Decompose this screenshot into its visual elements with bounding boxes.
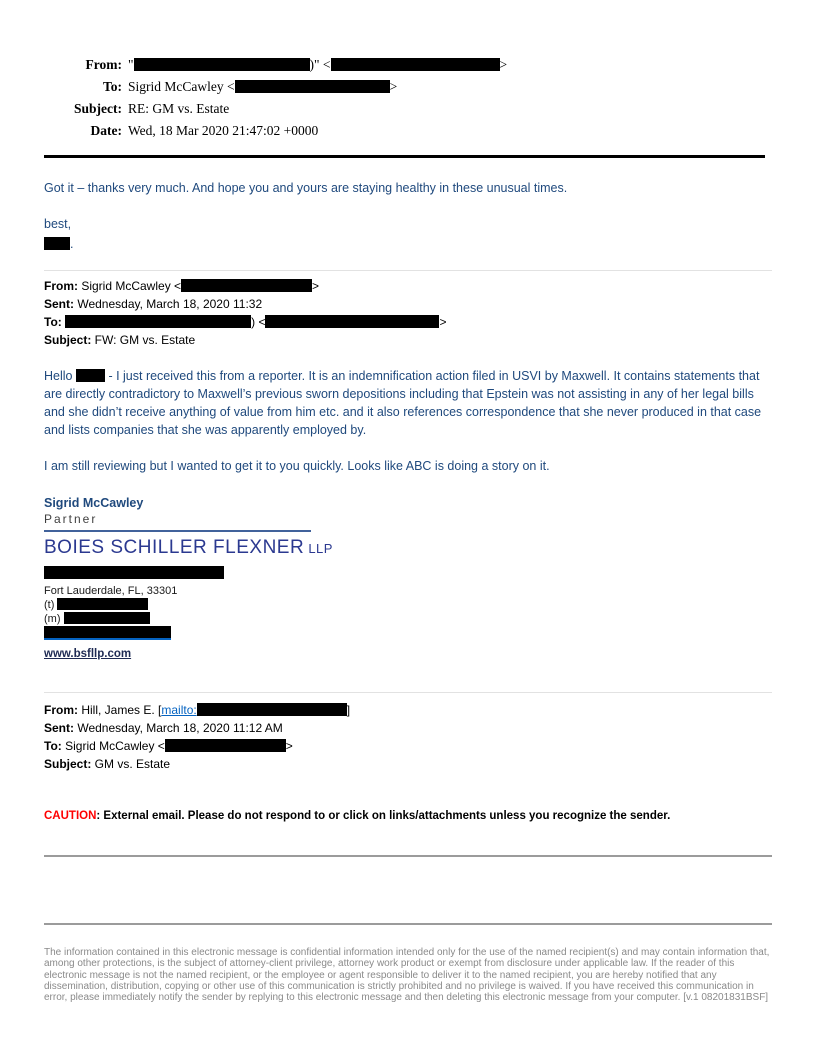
fwd-from-row bbox=[44, 277, 772, 295]
mailto-link[interactable]: mailto: bbox=[161, 703, 197, 717]
sent-value: Wednesday, March 18, 2020 11:12 AM bbox=[74, 721, 283, 735]
forward-paragraph-2: I am still reviewing but I wanted to get it to you quickly. Looks like ABC is doing a story on it. bbox=[44, 459, 550, 473]
sent-value: Wednesday, March 18, 2020 11:32 bbox=[74, 297, 263, 311]
external-email-warning bbox=[44, 809, 772, 824]
from-end-bracket: > bbox=[312, 279, 320, 293]
from-open-quote: " bbox=[128, 57, 134, 72]
redaction-bar bbox=[265, 315, 439, 328]
redaction-bar bbox=[65, 315, 251, 328]
caution-text: : External email. Please do not respond to or click on links/attachments unless you recognize the sender. bbox=[96, 810, 671, 822]
from-label: From: bbox=[85, 57, 122, 72]
phone-label: (t) bbox=[44, 599, 58, 611]
para1-post: - I just received this from a reporter. It is an indemnification action filed in USVI by Maxwell. It contains statements that are directly contradictory to Maxwell’s previous sworn depositions including that Epstein was not assisting in any of her legal bills and she didn’t receive anything of value from him etc. and it also references correspondence that she never produced in that case and lists companies that she was apparently employed by. bbox=[44, 369, 762, 437]
redaction-bar bbox=[197, 703, 347, 716]
from-end-bracket: ] bbox=[346, 703, 351, 717]
signoff-period: . bbox=[70, 237, 74, 251]
fwd-subject-row bbox=[44, 331, 772, 349]
subject-label: Subject: bbox=[44, 333, 92, 347]
redaction-bar bbox=[181, 279, 312, 292]
original-email-header bbox=[44, 701, 772, 773]
address-line bbox=[44, 564, 772, 582]
to-end-bracket: > bbox=[389, 79, 398, 94]
header-divider-rule bbox=[44, 155, 765, 158]
subject-value: GM vs. Estate bbox=[91, 757, 171, 771]
fwd-to-row bbox=[44, 313, 772, 331]
to-name-text: Sigrid McCawley < bbox=[128, 79, 235, 94]
fwd-sent-row bbox=[44, 295, 772, 313]
header-row-subject bbox=[44, 98, 772, 120]
website-link[interactable]: www.bsfllp.com bbox=[44, 648, 132, 660]
signature-email bbox=[44, 626, 772, 642]
section-divider-bottom bbox=[44, 923, 772, 925]
date-label: Date: bbox=[90, 123, 122, 138]
subject-value: RE: GM vs. Estate bbox=[128, 101, 230, 116]
to-value bbox=[128, 76, 397, 98]
signature-mobile bbox=[44, 612, 772, 626]
forward-paragraph-1 bbox=[44, 367, 772, 439]
redaction-bar bbox=[57, 598, 148, 610]
subject-label: Subject: bbox=[44, 757, 92, 771]
from-value: Hill, James E. [ bbox=[78, 703, 162, 717]
subject-value: FW: GM vs. Estate bbox=[91, 333, 196, 347]
firm-name bbox=[44, 536, 772, 561]
redaction-bar bbox=[76, 369, 105, 382]
message-separator bbox=[44, 270, 772, 271]
signature-block bbox=[44, 495, 772, 662]
sent-label: Sent: bbox=[44, 297, 74, 311]
reply-email-header bbox=[44, 54, 772, 142]
header-row-from bbox=[44, 54, 772, 76]
signature-name: Sigrid McCawley bbox=[44, 496, 144, 510]
from-end-bracket: > bbox=[499, 57, 508, 72]
firm-main: BOIES SCHILLER FLEXNER bbox=[44, 537, 305, 558]
from-value bbox=[128, 54, 507, 76]
to-label: To: bbox=[44, 739, 62, 753]
redaction-bar bbox=[165, 739, 286, 752]
signature-website bbox=[44, 644, 772, 662]
message-separator bbox=[44, 692, 772, 693]
orig-from-row bbox=[44, 701, 772, 719]
redaction-bar bbox=[44, 566, 224, 579]
redaction-bar bbox=[64, 612, 150, 624]
to-label: To: bbox=[102, 79, 122, 94]
signature-city: Fort Lauderdale, FL, 33301 bbox=[44, 585, 178, 597]
redaction-bar bbox=[134, 58, 310, 71]
sent-label: Sent: bbox=[44, 721, 74, 735]
to-end-bracket: > bbox=[285, 739, 293, 753]
redaction-bar bbox=[44, 626, 171, 640]
from-mid-text: )" < bbox=[309, 57, 331, 72]
orig-to-row bbox=[44, 737, 772, 755]
orig-sent-row bbox=[44, 719, 772, 737]
header-row-to bbox=[44, 76, 772, 98]
date-value: Wed, 18 Mar 2020 21:47:02 +0000 bbox=[128, 123, 319, 138]
signature-title: Partner bbox=[44, 512, 98, 526]
para1-pre: Hello bbox=[44, 369, 76, 383]
forward-message-body bbox=[44, 367, 772, 475]
to-label: To: bbox=[44, 315, 62, 329]
from-value: Sigrid McCawley < bbox=[78, 279, 182, 293]
section-divider-top bbox=[44, 855, 772, 857]
redaction-bar bbox=[44, 237, 70, 250]
firm-suffix: LLP bbox=[304, 541, 333, 556]
reply-signoff bbox=[44, 235, 772, 253]
from-label: From: bbox=[44, 279, 78, 293]
mobile-label: (m) bbox=[44, 613, 64, 625]
confidentiality-disclaimer: The information contained in this electronic message is confidential information intended only for the use of the named recipient(s) and may contain information that, among other protections, is the subject of attorney-client privilege, attorney work product or exempt from disclosure under applicable law. If the reader of this electronic message is not the named recipient, or the employee or agent responsible to deliver it to the named recipient, you are hereby notified that any dissemination, distribution, copying or other use of this communication is strictly prohibited and no privilege is waived. If you have received this communication in error, please immediately notify the sender by replying to this electronic message and then deleting this electronic message from your computer. [v.1 08201831BSF] bbox=[44, 947, 770, 1004]
reply-text-line: Got it – thanks very much. And hope you and yours are staying healthy in these unusual times. bbox=[44, 181, 568, 195]
subject-label: Subject: bbox=[74, 101, 122, 116]
redaction-bar bbox=[331, 58, 500, 71]
to-mid-text: ) < bbox=[251, 315, 266, 329]
header-row-date bbox=[44, 120, 772, 142]
signature-phone bbox=[44, 598, 772, 612]
to-value: Sigrid McCawley < bbox=[61, 739, 165, 753]
to-end-bracket: > bbox=[439, 315, 447, 329]
reply-closing: best, bbox=[44, 217, 72, 231]
orig-subject-row bbox=[44, 755, 772, 773]
from-label: From: bbox=[44, 703, 78, 717]
signature-rule bbox=[44, 530, 311, 532]
caution-label: CAUTION bbox=[44, 810, 97, 822]
reply-message-body bbox=[44, 180, 772, 253]
forward-email-header bbox=[44, 277, 772, 349]
redaction-bar bbox=[235, 80, 390, 93]
